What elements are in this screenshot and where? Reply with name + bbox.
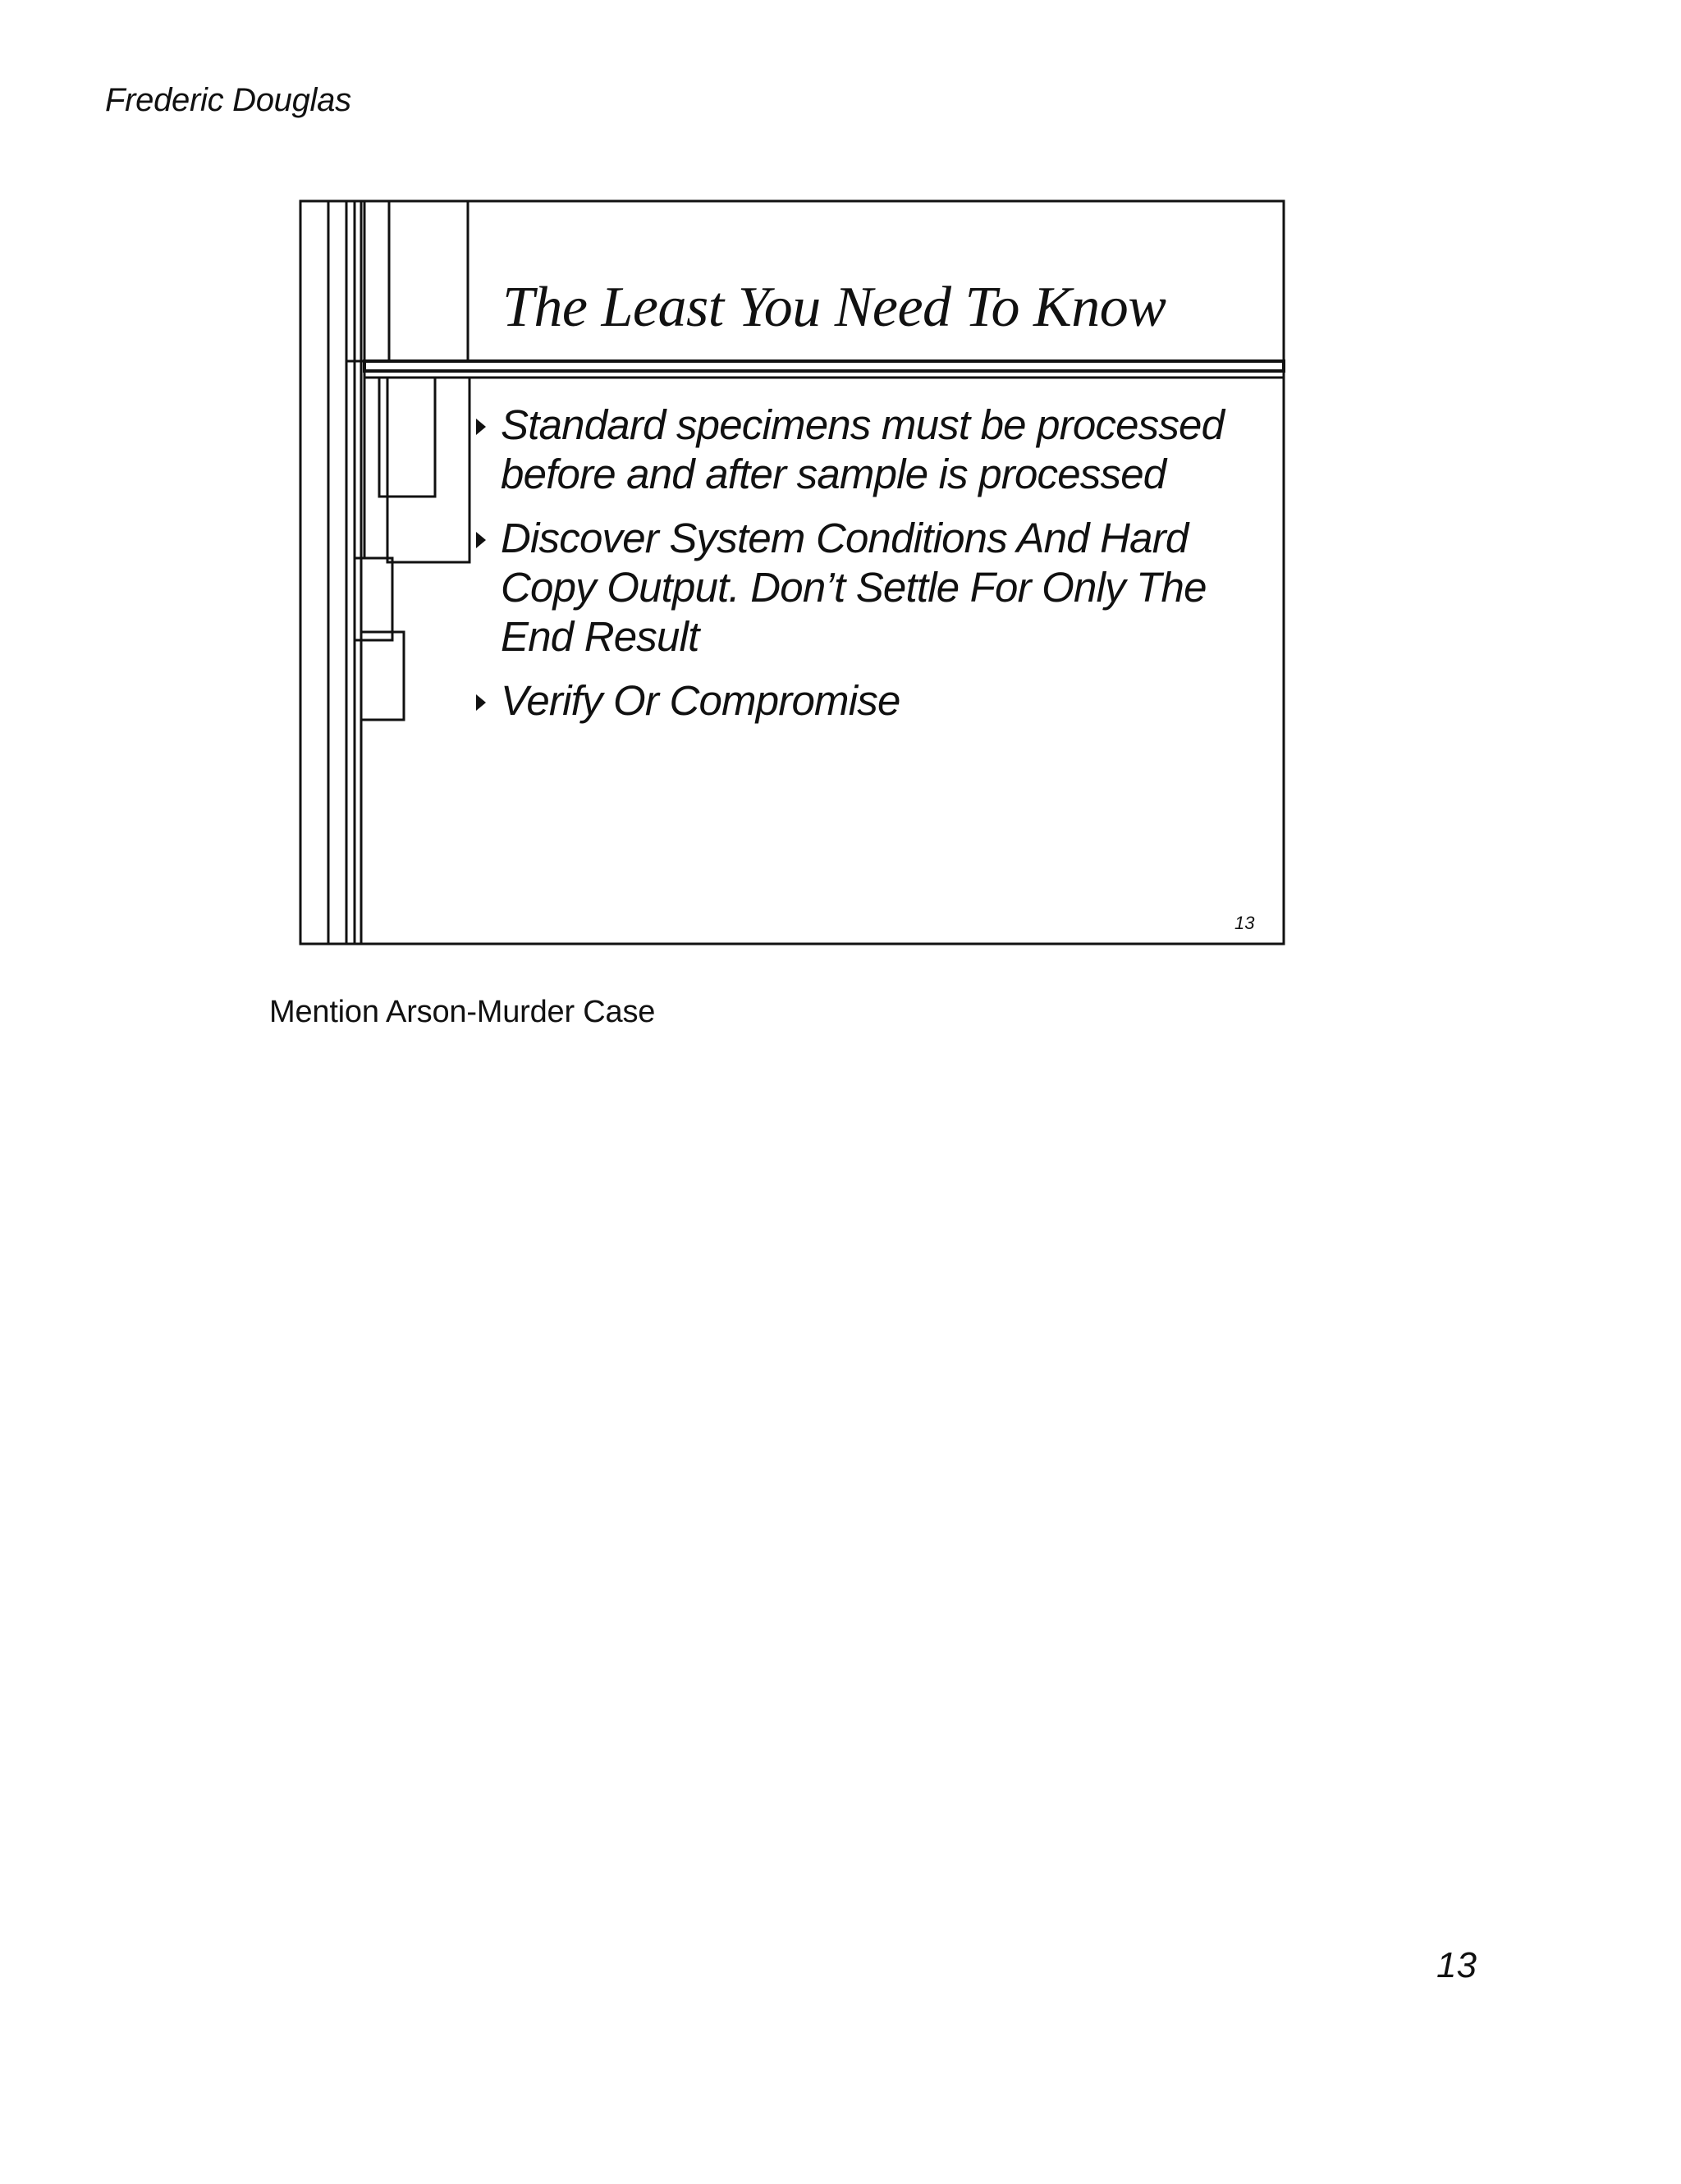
decor-box: [387, 378, 469, 562]
slide-title: The Least You Need To Know: [502, 276, 1166, 339]
bullet-text: Standard specimens must be processed before and after sample is processed: [501, 401, 1225, 497]
triangle-bullet-icon: [476, 532, 486, 548]
decor-box: [361, 632, 404, 720]
slide-frame: [297, 197, 1290, 952]
triangle-bullet-icon: [476, 694, 486, 711]
triangle-bullet-icon: [476, 419, 486, 435]
bullet-item: [469, 514, 1257, 662]
page-number: 13: [1436, 1945, 1477, 1985]
author-name: Frederic Douglas: [105, 82, 351, 118]
bullet-item: [469, 401, 1257, 499]
bullet-list: [469, 401, 1257, 740]
bullet-text: Discover System Conditions And Hard Copy Output. Don’t Settle For Only The End Result: [501, 515, 1207, 660]
bullet-item: [469, 676, 1257, 726]
slide-number: 13: [1234, 913, 1255, 933]
title-rule: [364, 361, 1284, 371]
bullet-text: Verify Or Compromise: [501, 677, 900, 724]
speaker-note: Mention Arson-Murder Case: [269, 995, 656, 1029]
